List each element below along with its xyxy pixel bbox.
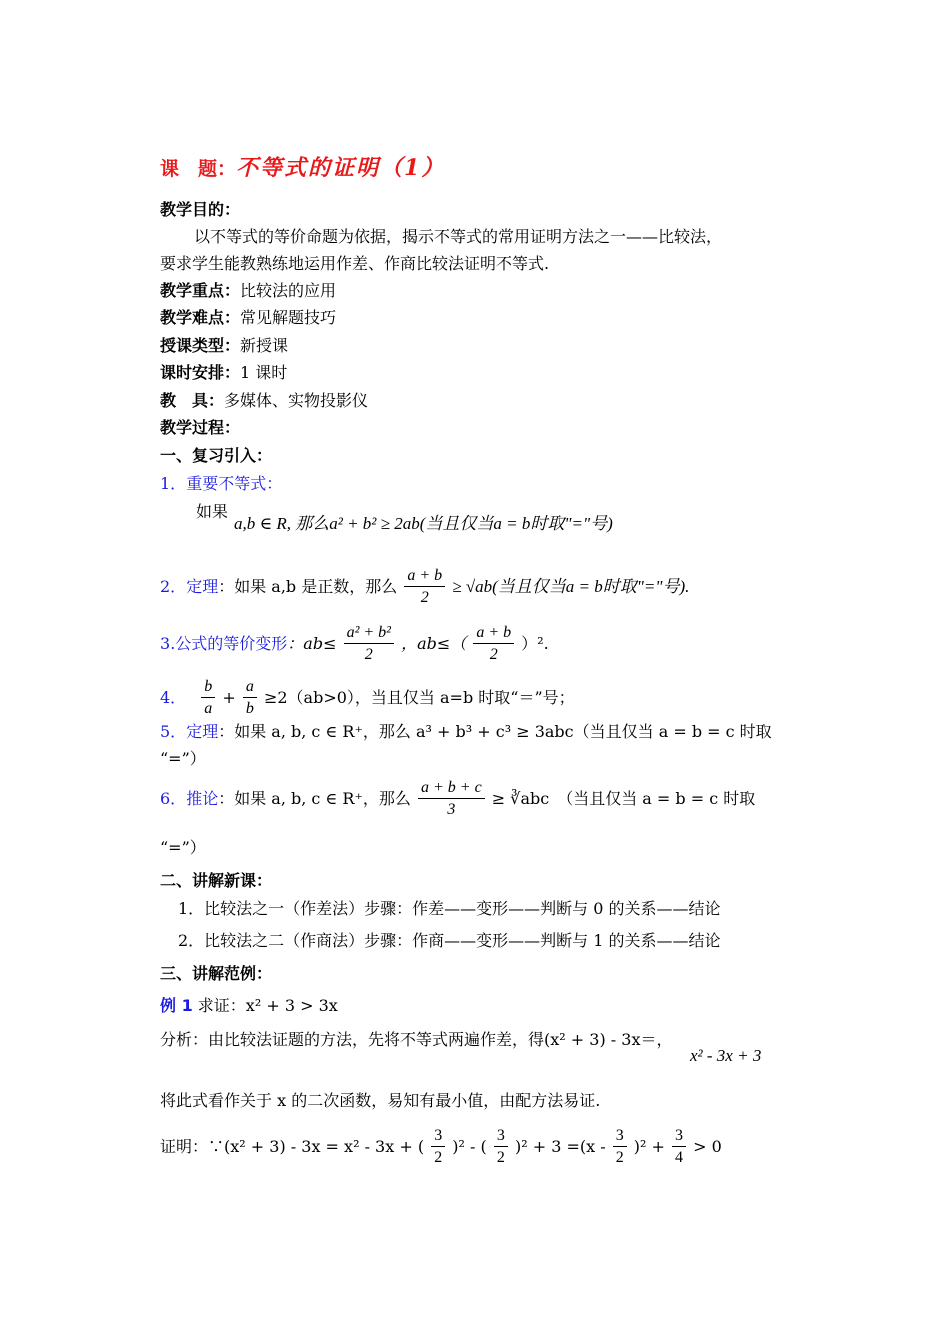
goal-label: 教学目的： [160,200,241,219]
tools-row: 教 具：多媒体、实物投影仪 [160,391,369,410]
item-6: 6．推论：如果 a, b, c ∈ R⁺，那么 $\frac{a + b + c}{3}$ ≥ ∛abc （当且仅当 a = b = c 时取 [160,778,755,821]
item-2: 2．定理：如果 a,b 是正数，那么 $\frac{a + b}{2}$ ≥ √ab(当且仅当a = b时取"="号). [160,566,689,609]
analysis-expr: x² - 3x + 3 [690,1046,762,1065]
type-row: 授课类型：新授课 [160,336,289,355]
fraction: $\frac{a + b}{2}$ [473,623,514,666]
goal-text-1: 以不等式的等价命题为依据，揭示不等式的常用证明方法之一——比较法， [194,227,723,246]
item-3: 3.公式的等价变形：ab≤ $\frac{\text{a² + b²}}{2}$ ，ab≤（ $\frac{a + b}{2}$ ）². [160,623,549,666]
goal-text-2: 要求学生能教熟练地运用作差、作商比较法证明不等式. [160,254,550,273]
analysis-line-2: 将此式看作关于 x 的二次函数，易知有最小值，由配方法易证. [160,1091,601,1110]
title-label: 课 题： [160,158,237,180]
hours-row: 课时安排：1 课时 [160,363,288,382]
focus-row: 教学重点：比较法的应用 [160,281,337,300]
fraction: $\frac{a}{b}$ [243,677,257,720]
analysis-line-1: 分析：由比较法证题的方法，先将不等式两遍作差，得(x² + 3) - 3x＝， [160,1030,673,1049]
fraction: $\frac{a + b + c}{3}$ [418,778,485,821]
proof-line: 证明：∵(x² + 3) - 3x = x² - 3x + ( $\frac{3}{2}$ )² - ( $\frac{3}{2}$ )² + 3 =(x - $\frac{3}{2}$ )² + $\frac{3}{4}$ > 0 [160,1126,722,1169]
process-label: 教学过程： [160,418,241,437]
item-1-heading: 1．重要不等式： [160,474,283,493]
difficulty-row: 教学难点：常见解题技巧 [160,308,337,327]
new-method-1: 1．比较法之一（作差法）步骤：作差——变形——判断与 0 的关系——结论 [178,899,721,918]
new-method-2: 2．比较法之二（作商法）步骤：作商——变形——判断与 1 的关系——结论 [178,931,721,950]
section-3-heading: 三、讲解范例： [160,964,273,983]
fraction: $\frac{3}{2}$ [613,1126,627,1169]
item-1-lead: 如果 [196,502,229,521]
item-6-cont: “=”） [160,838,206,857]
fraction: $\frac{b}{a}$ [201,677,215,720]
section-2-heading: 二、讲解新课： [160,871,273,890]
fraction: $\frac{3}{2}$ [431,1126,445,1169]
fraction: $\frac{3}{4}$ [672,1126,686,1169]
fraction: $\frac{\text{a² + b²}}{2}$ [344,623,394,666]
section-1-heading: 一、复习引入： [160,446,273,465]
item-5-cont: “=”） [160,749,206,768]
lesson-title [160,155,446,181]
item-4: 4． $\frac{b}{a}$ + $\frac{a}{b}$ ≥2（ab>0），当且仅当 a=b 时取“＝”号； [160,677,575,720]
example-1: 例 1 求证：x² + 3 > 3x [160,996,338,1015]
fraction: $\frac{3}{2}$ [494,1126,508,1169]
title-main: 不等式的证明（1） [236,155,446,181]
fraction: $\frac{a + b}{2}$ [404,566,445,609]
item-5: 5．定理：如果 a, b, c ∈ R⁺，那么 a³ + b³ + c³ ≥ 3abc（当且仅当 a = b = c 时取 [160,722,772,741]
item-1-expr: a,b ∈ R, 那么a² + b² ≥ 2ab(当且仅当a = b时取"="号) [234,514,613,533]
